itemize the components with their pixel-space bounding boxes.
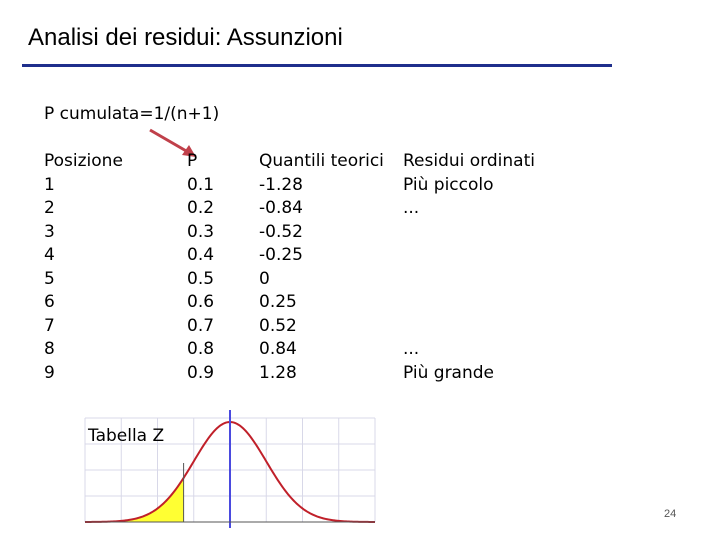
quantili-cell: -1.28 xyxy=(259,174,303,195)
p-cell: 0.3 xyxy=(187,221,215,242)
quantili-column xyxy=(259,150,384,385)
quantili-header: Quantili teorici xyxy=(259,151,384,171)
residui-cell: ... xyxy=(403,198,420,218)
p-cell: 0.5 xyxy=(187,268,215,289)
p-cell: 0.1 xyxy=(187,174,215,195)
page-number: 24 xyxy=(664,508,677,520)
quantili-cell: -0.25 xyxy=(259,245,303,265)
p-cell: 0.7 xyxy=(187,315,215,336)
posizione-column xyxy=(44,150,123,385)
posizione-cell: 3 xyxy=(44,221,55,242)
formula-text: P cumulata=1/(n+1) xyxy=(44,104,220,124)
p-cell: 0.8 xyxy=(187,339,215,359)
residui-header: Residui ordinati xyxy=(403,151,535,171)
quantili-cell: -0.52 xyxy=(259,221,303,242)
page-title: Analisi dei residui: Assunzioni xyxy=(28,24,343,51)
p-header: P xyxy=(187,151,198,171)
posizione-cell: 9 xyxy=(44,362,55,383)
quantili-cell: 0 xyxy=(259,268,270,289)
quantili-cell: 0.25 xyxy=(259,292,297,312)
p-cell: 0.9 xyxy=(187,362,215,383)
posizione-header: Posizione xyxy=(44,151,123,171)
quantili-cell: -0.84 xyxy=(259,198,303,218)
posizione-cell: 1 xyxy=(44,174,55,195)
quantili-cell: 0.84 xyxy=(259,339,297,359)
p-cell: 0.6 xyxy=(187,292,215,312)
posizione-cell: 6 xyxy=(44,292,55,312)
posizione-cell: 5 xyxy=(44,268,55,289)
quantili-cell: 0.52 xyxy=(259,315,297,336)
p-cell: 0.4 xyxy=(187,245,215,265)
posizione-cell: 4 xyxy=(44,245,55,265)
p-column xyxy=(187,150,214,385)
p-cell: 0.2 xyxy=(187,198,215,218)
residui-cell: ... xyxy=(403,339,420,359)
residui-cell: Più grande xyxy=(403,362,495,383)
posizione-cell: 8 xyxy=(44,339,55,359)
tabella-z-label: Tabella Z xyxy=(88,426,165,446)
shaded-area xyxy=(85,478,184,522)
residui-cell: Più piccolo xyxy=(403,174,494,195)
quantili-cell: 1.28 xyxy=(259,362,297,383)
posizione-cell: 2 xyxy=(44,198,55,218)
posizione-cell: 7 xyxy=(44,315,55,336)
residui-column xyxy=(403,150,535,385)
